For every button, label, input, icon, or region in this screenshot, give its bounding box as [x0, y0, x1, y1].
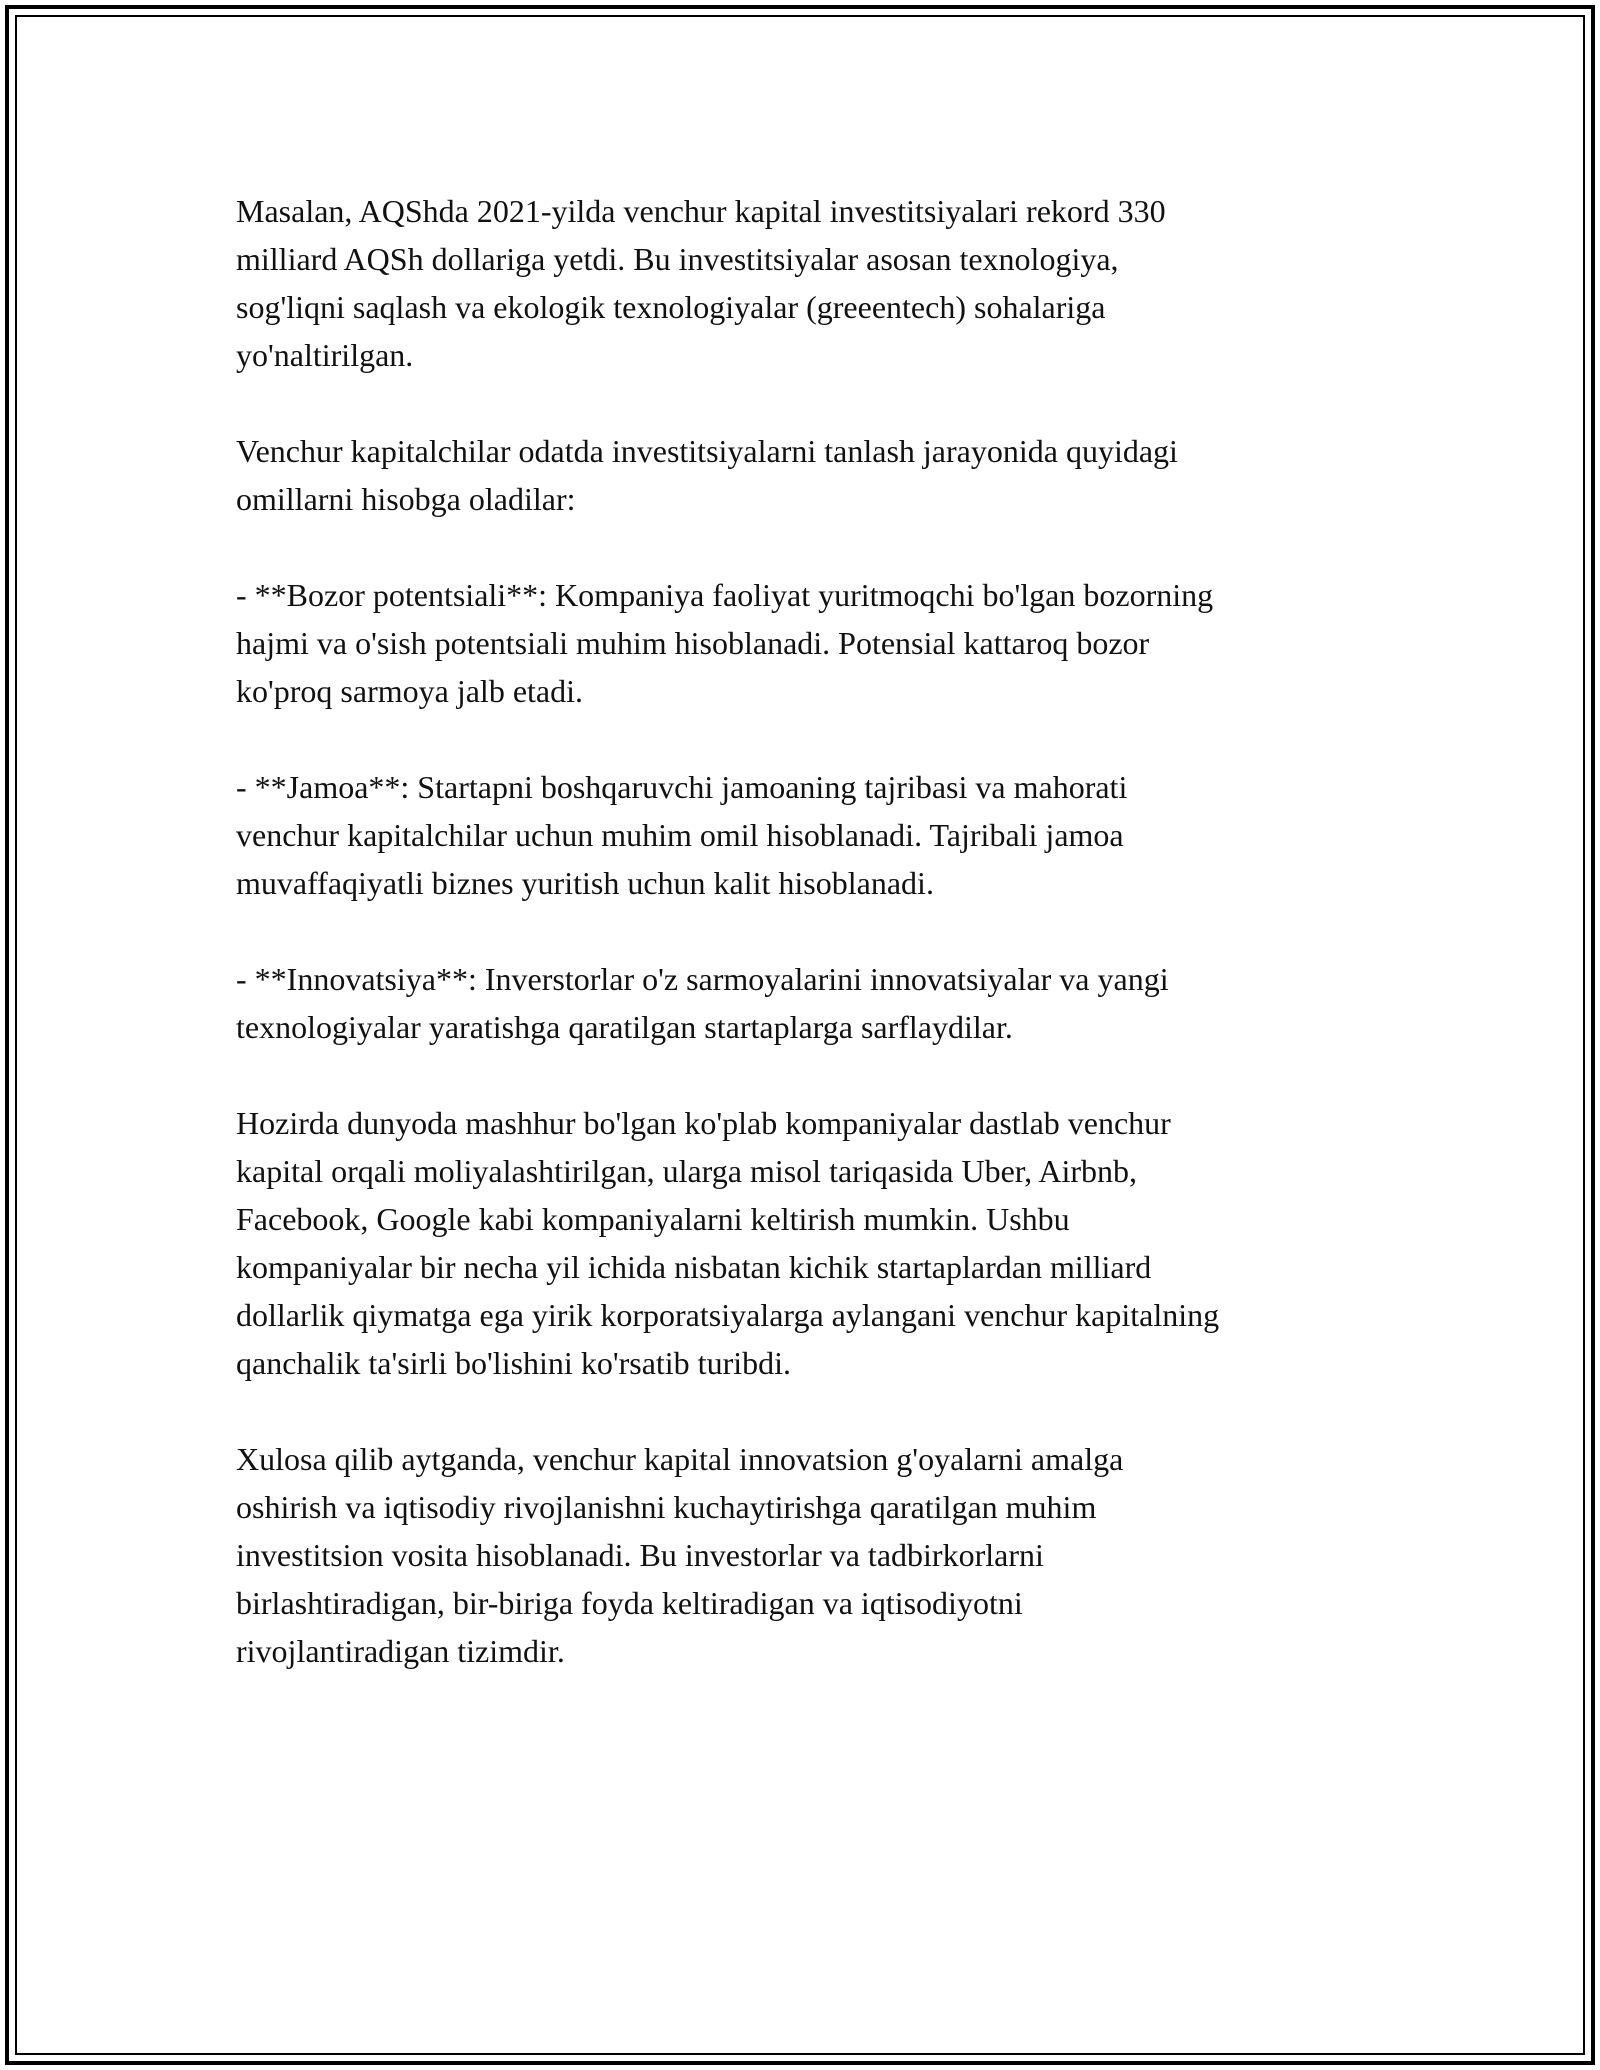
- document-body: [236, 187, 1376, 1723]
- text-line: hajmi va o'sish potentsiali muhim hisoblanadi. Potensial kattaroq bozor: [236, 625, 1150, 661]
- text-line: - **Jamoa**: Startapni boshqaruvchi jamoaning tajribasi va mahorati: [236, 769, 1128, 805]
- list-item-innovation: [236, 955, 1376, 1051]
- text-line: muvaffaqiyatli biznes yuritish uchun kalit hisoblanadi.: [236, 865, 934, 901]
- text-line: yo'naltirilgan.: [236, 337, 414, 373]
- text-line: birlashtiradigan, bir-biriga foyda keltiradigan va iqtisodiyotni: [236, 1585, 1023, 1621]
- text-line: dollarlik qiymatga ega yirik korporatsiyalarga aylangani venchur kapitalning: [236, 1297, 1220, 1333]
- text-line: oshirish va iqtisodiy rivojlanishni kuchaytirishga qaratilgan muhim: [236, 1489, 1097, 1525]
- text-line: rivojlantiradigan tizimdir.: [236, 1633, 565, 1669]
- text-line: milliard AQSh dollariga yetdi. Bu investitsiyalar asosan texnologiya,: [236, 241, 1119, 277]
- text-line: - **Innovatsiya**: Inverstorlar o'z sarmoyalarini innovatsiyalar va yangi: [236, 961, 1169, 997]
- paragraph-famous-companies: [236, 1099, 1376, 1387]
- text-line: venchur kapitalchilar uchun muhim omil hisoblanadi. Tajribali jamoa: [236, 817, 1124, 853]
- text-line: Facebook, Google kabi kompaniyalarni keltirish mumkin. Ushbu: [236, 1201, 1070, 1237]
- text-line: Xulosa qilib aytganda, venchur kapital innovatsion g'oyalarni amalga: [236, 1441, 1124, 1477]
- paragraph-selection-factors-intro: [236, 427, 1376, 523]
- text-line: sog'liqni saqlash va ekologik texnologiyalar (greeentech) sohalariga: [236, 289, 1106, 325]
- text-line: investitsion vosita hisoblanadi. Bu investorlar va tadbirkorlarni: [236, 1537, 1044, 1573]
- text-line: Masalan, AQShda 2021-yilda venchur kapital investitsiyalari rekord 330: [236, 193, 1166, 229]
- text-line: kapital orqali moliyalashtirilgan, ularga misol tariqasida Uber, Airbnb,: [236, 1153, 1138, 1189]
- text-line: qanchalik ta'sirli bo'lishini ko'rsatib turibdi.: [236, 1345, 791, 1381]
- list-item-team: [236, 763, 1376, 907]
- text-line: - **Bozor potentsiali**: Kompaniya faoliyat yuritmoqchi bo'lgan bozorning: [236, 577, 1214, 613]
- paragraph-investment-stats: [236, 187, 1376, 379]
- list-item-market-potential: [236, 571, 1376, 715]
- text-line: texnologiyalar yaratishga qaratilgan startaplarga sarflaydilar.: [236, 1009, 1013, 1045]
- text-line: Hozirda dunyoda mashhur bo'lgan ko'plab kompaniyalar dastlab venchur: [236, 1105, 1171, 1141]
- text-line: omillarni hisobga oladilar:: [236, 481, 576, 517]
- text-line: Venchur kapitalchilar odatda investitsiyalarni tanlash jarayonida quyidagi: [236, 433, 1178, 469]
- text-line: ko'proq sarmoya jalb etadi.: [236, 673, 583, 709]
- text-line: kompaniyalar bir necha yil ichida nisbatan kichik startaplardan milliard: [236, 1249, 1152, 1285]
- paragraph-conclusion: [236, 1435, 1376, 1675]
